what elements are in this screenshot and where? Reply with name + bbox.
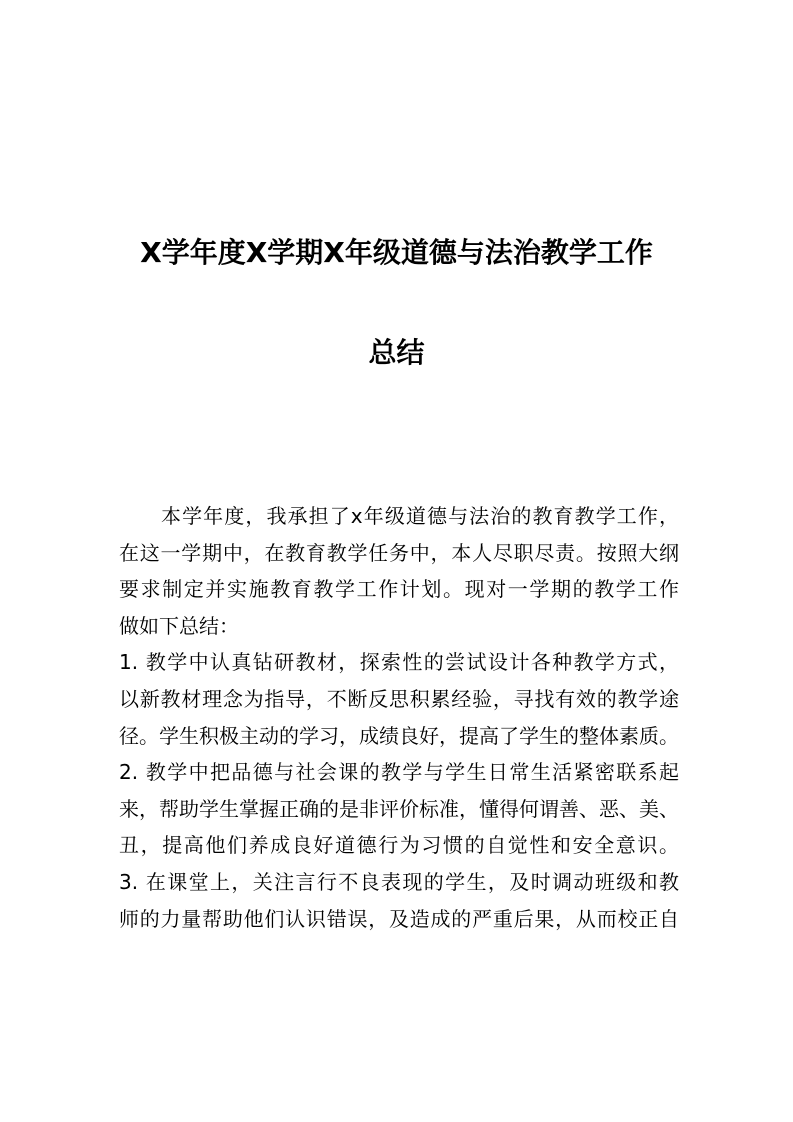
document-title-line-1: X学年度X学期X年级道德与法治教学工作 [140, 236, 653, 269]
list-item-line: 师的力量帮助他们认识错误，及造成的严重后果，从而校正自 [119, 906, 679, 931]
list-item-line: 以新教材理念为指导，不断反思积累经验，寻找有效的教学途 [119, 686, 679, 711]
list-item-line: 1. 教学中认真钻研教材，探索性的尝试设计各种教学方式， [119, 650, 679, 675]
list-item-line: 丑，提高他们养成良好道德行为习惯的自觉性和安全意识。 [119, 833, 679, 858]
list-item-line: 径。学生积极主动的学习，成绩良好，提高了学生的整体素质。 [119, 723, 679, 748]
document-body [119, 498, 679, 937]
list-item-line: 来，帮助学生掌握正确的是非评价标准，懂得何谓善、恶、美、 [119, 796, 679, 821]
list-item-line: 3. 在课堂上，关注言行不良表现的学生，及时调动班级和教 [119, 869, 679, 894]
paragraph-line: 在这一学期中，在教育教学任务中，本人尽职尽责。按照大纲 [119, 540, 679, 565]
paragraph-line: 要求制定并实施教育教学工作计划。现对一学期的教学工作 [119, 577, 679, 602]
paragraph-line: 本学年度，我承担了x年级道德与法治的教育教学工作， [161, 504, 679, 528]
list-item-line: 2. 教学中把品德与社会课的教学与学生日常生活紧密联系起 [119, 760, 679, 785]
paragraph-line: 做如下总结： [119, 613, 239, 638]
document-title-line-2: 总结 [368, 336, 425, 369]
